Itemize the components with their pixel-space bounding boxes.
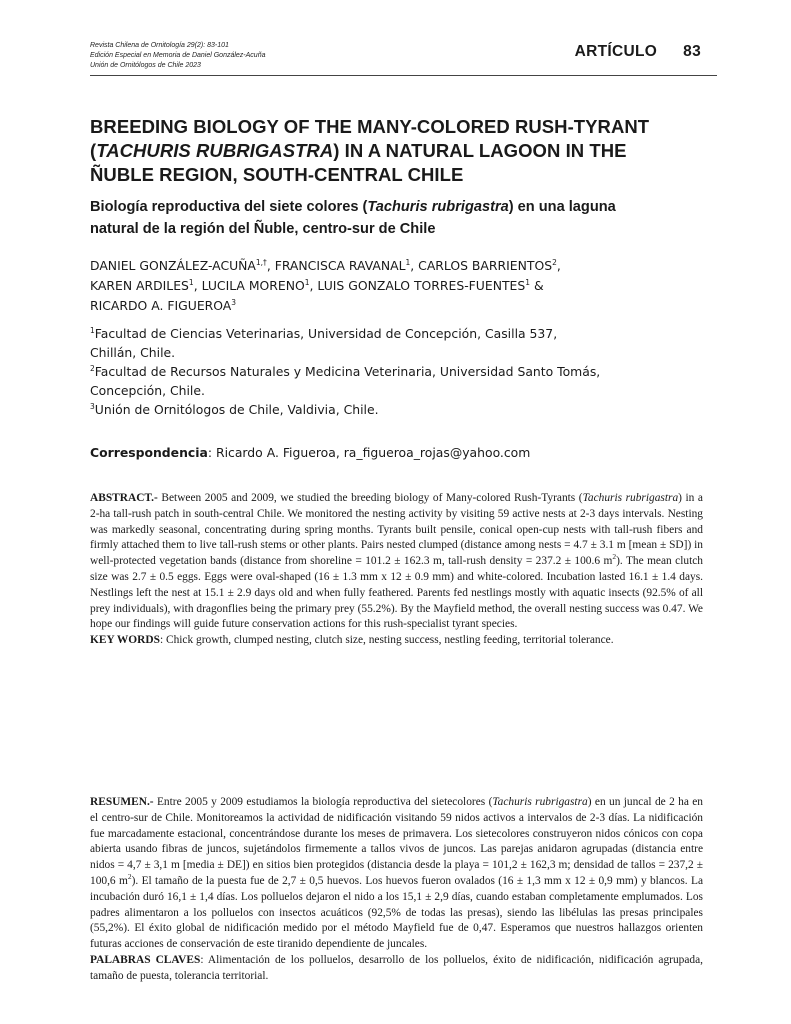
journal-citation: [90, 41, 265, 71]
resumen-label: RESUMEN.-: [90, 796, 154, 808]
affiliation-line: [90, 324, 600, 343]
title-line: ÑUBLE REGION, SOUTH-CENTRAL CHILE: [90, 164, 464, 185]
affiliation-number: 2: [90, 364, 95, 373]
author: RICARDO A. FIGUEROA: [90, 298, 232, 313]
subtitle-text: Biología reproductiva del siete colores (: [90, 199, 368, 215]
header-rule: [90, 75, 717, 76]
species-name: Tachuris rubrigastra: [367, 199, 509, 215]
affiliation-mark: 3: [231, 298, 237, 307]
affiliation-line: Concepción, Chile.: [90, 383, 205, 398]
correspondence-label: Correspondencia: [90, 445, 208, 460]
author-line: [90, 256, 561, 276]
author-line: [90, 276, 561, 296]
author: DANIEL GONZÁLEZ-ACUÑA: [90, 258, 256, 273]
author-list: [90, 256, 561, 316]
journal-name-line: Revista Chilena de Ornitología 29(2): 83-101: [90, 42, 229, 49]
affiliation-number: 3: [90, 402, 95, 411]
spanish-title: [90, 196, 730, 240]
affiliation-mark: 1: [405, 258, 411, 267]
correspondence: [90, 445, 530, 460]
author: , CARLOS BARRIENTOS: [410, 258, 553, 273]
resumen: [90, 795, 703, 985]
resumen-text: ). El tamaño de la puesta fue de 2,7 ± 0,5 huevos. Los huevos fueron ovalados (16 ± 1,3 mm x 12 ± 0,9 mm) y blancos. La incubación duró 16,1 ± 1,4 días. Los polluelos dejaron el nido a los 15,1 ± 2,9 días, cuando estaban completamente emplumados. Los padres alimentaron a los polluelos con insectos acuáticos (92,5% de todas las presas), siendo las libélulas las presas principales (55,2%). El éxito global de nidificación medido por el método Mayfield fue de 0,47. Esperamos que nuestros hallazgos orienten futuras acciones de conservación de este tiranido dependiente de juncales.: [90, 874, 703, 951]
publisher-line: Unión de Ornitólogos de Chile 2023: [90, 62, 201, 69]
separator: &: [530, 278, 544, 293]
subtitle-line: [90, 196, 730, 218]
separator: ,: [556, 258, 561, 273]
palabras-claves-label: PALABRAS CLAVES: [90, 953, 201, 966]
superscript: 2: [127, 871, 132, 881]
resumen-text: ) en un juncal de 2 ha en el centro-sur de Chile. Monitoreamos la actividad de nidificación visitando 59 nidos activos a intervalos de 2-3 días. La nidificación fue marcadamente estacional, concentrándose durante los meses de primavera. Los sietecolores construyeron nidos cónicos con copa abierta usando fibras de juncos, sujetándolos firmemente a tallos vivos de juncos. Las parejas anidaron agrupadas (distancia entre nidos = 4,7 ± 3,1 m [media ± DE]) en sitios bien protegidos (distancia desde la playa = 101,2 ± 162,3 m; densidad de tallos = 237,2 ± 100,6 m: [90, 796, 703, 887]
special-edition-line: Edición Especial en Memoria de Daniel González-Acuña: [90, 52, 266, 59]
affiliation-mark: 1: [304, 278, 310, 287]
superscript: 2: [612, 552, 617, 562]
title-text: ) IN A NATURAL LAGOON IN THE: [333, 140, 627, 161]
affiliation-line: Chillán, Chile.: [90, 345, 176, 360]
author: , LUCILA MORENO: [193, 278, 305, 293]
title-line: [90, 139, 730, 163]
author: KAREN ARDILES: [90, 278, 189, 293]
affiliation-text: Facultad de Ciencias Veterinarias, Universidad de Concepción, Casilla 537,: [94, 326, 558, 341]
author: , LUIS GONZALO TORRES-FUENTES: [309, 278, 526, 293]
title-line: BREEDING BIOLOGY OF THE MANY-COLORED RUSH-TYRANT: [90, 116, 650, 137]
affiliation-mark: 2: [552, 258, 557, 267]
affiliation-text: Facultad de Recursos Naturales y Medicina Veterinaria, Universidad Santo Tomás,: [94, 364, 601, 379]
abstract-text: Between 2005 and 2009, we studied the breeding biology of Many-colored Rush-Tyrants (: [157, 492, 583, 504]
keywords-label: KEY WORDS: [90, 634, 160, 647]
affiliation-line: [90, 400, 600, 419]
affiliation-mark: 1: [525, 278, 531, 287]
species-name: Tachuris rubrigastra: [492, 796, 588, 808]
species-name: TACHURIS RUBRIGASTRA: [96, 140, 334, 161]
resumen-text: Entre 2005 y 2009 estudiamos la biología reproductiva del sietecolores (: [153, 796, 493, 808]
palabras-claves: [90, 953, 703, 985]
affiliation-number: 1: [90, 326, 95, 335]
species-name: Tachuris rubrigastra: [582, 492, 679, 504]
keywords: [90, 633, 703, 649]
abstract-text: ) in a 2-ha tall-rush patch in south-central Chile. We monitored the nesting activity by visiting 59 active nests at 2-3 days intervals. Nesting was markedly seasonal, concentrating during spring months. Tyrants built pensile, conical open-cup nests with tall-rush fibers and firmly attached them to live tall-rush stems or other plants. Pairs nested clumped (distance among nests = 4.7 ± 3.1 m [mean ± SD]) in well-protected vegetation bands (distance from shoreline = 101.2 ± 162.3 m, tall-rush density = 237.2 ± 100.6 m: [90, 492, 703, 568]
section-label: ARTÍCULO: [574, 43, 658, 60]
correspondence-contact: : Ricardo A. Figueroa, ra_figueroa_rojas@yahoo.com: [207, 445, 531, 460]
abstract-label: ABSTRACT.-: [90, 492, 158, 504]
page-number: 83: [683, 43, 701, 60]
abstract-text: ). The mean clutch size was 2.7 ± 0.5 eggs. Eggs were oval-shaped (16 ± 1.3 mm x 12 ± 0.9 mm) and white-colored. Incubation lasted 16.1 ± 1.4 days. Nestlings left the nest at 15.1 ± 2.9 days old and when fully feathered. Parents fed nestlings mostly with aquatic insects (92.5% of all prey individuals), with dragonflies being the primary prey (55.2%). By the Mayfield method, the overall nesting success was 0.47. We hope our findings will guide future conservation actions for this rush-specialist tyrant species.: [90, 555, 703, 631]
affiliations: [90, 324, 600, 419]
abstract: [90, 491, 703, 649]
palabras-claves-text: : Alimentación de los polluelos, desarrollo de los polluelos, éxito de nidificación, nidificación agrupada, tamaño de puesta, tolerancia territorial.: [90, 953, 703, 982]
title-text: (: [90, 140, 97, 161]
keywords-text: : Chick growth, clumped nesting, clutch size, nesting success, nestling feeding, territorial tolerance.: [159, 634, 614, 647]
affiliation-line: [90, 362, 600, 381]
author-line: [90, 296, 561, 316]
affiliation-mark: 1,†: [255, 258, 267, 267]
affiliation-text: Unión de Ornitólogos de Chile, Valdivia, Chile.: [94, 402, 379, 417]
affiliation-mark: 1: [188, 278, 194, 287]
subtitle-text: ) en una laguna: [508, 199, 616, 215]
running-header: [575, 43, 701, 61]
article-title: [90, 115, 730, 187]
author: , FRANCISCA RAVANAL: [266, 258, 406, 273]
subtitle-line: natural de la región del Ñuble, centro-sur de Chile: [90, 221, 436, 237]
